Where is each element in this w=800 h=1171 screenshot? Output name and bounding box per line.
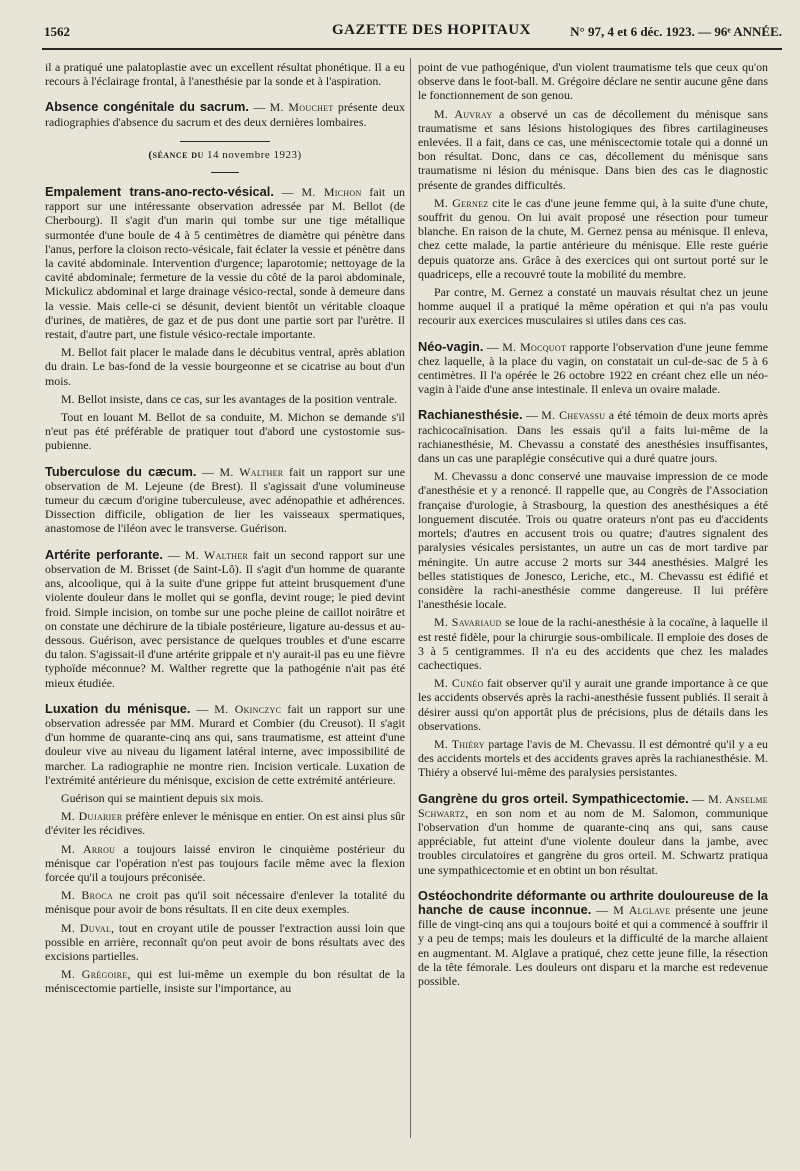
- author: M. Mocquot: [502, 339, 567, 354]
- paragraph-text: se loue de la rachi-anesthésie à la cocaïne, à laquelle il est resté fidèle, pour la chirurgie sous-ombilicale. Il emploie des doses de 3 à 5 centigrammes. Il n'a eu des accidents que chez les malades cachectiques.: [418, 615, 768, 672]
- article-title: Empalement trans-ano-recto-vésical.: [45, 184, 274, 200]
- article-osteochondrite: Ostéochondrite déformante ou arthrite douloureuse de la hanche de cause inconnue. — M Alglave présente une jeune fille de vingt-cinq ans qui a toujours boité et qui a commencé à souffrir il y a peu de temps; mais les douleurs et la difficulté de la marche allaient en augmentant. M. Alglave a pratiqué, chez cette jeune fille, la résection de la tête fémorale. Les douleurs ont disparu et la marche est redevenue possible.: [418, 887, 768, 988]
- paragraph: [418, 676, 768, 733]
- author: M. Thiéry: [434, 736, 485, 751]
- paragraph-text: a observé un cas de décollement du ménisque sans traumatisme et sans lésions histologiques des fibres cartilagineuses enlevées. Il a fait, dans ce cas, une méniscectomie totale qui a donné un bon résultat. Donc, dans ce cas, décollement du ménisque sans traumatisme ni lésion du ménisque. Dans bien des cas le diagnostic présente de grandes difficultés.: [418, 106, 768, 192]
- author: M. Chevassu: [541, 408, 606, 423]
- paragraph-text: partage l'avis de M. Chevassu. Il est démontré qu'il y a eu des accidents mortels et des accidents graves après la rachianesthésie. M. Thiéry a observé lui-même des paralysies persistantes.: [418, 736, 768, 780]
- paragraph: [45, 967, 405, 995]
- issue-info: N° 97, 4 et 6 déc. 1923. — 96ᵉ ANNÉE.: [570, 24, 782, 39]
- section-rule: [211, 172, 239, 173]
- author: M. Walther: [184, 547, 249, 562]
- author: M. Dujarier: [61, 809, 123, 824]
- article-neo-vagin: Néo-vagin. — M. Mocquot rapporte l'observation d'une jeune femme chez laquelle, à la place du vagin, on constatait un cul-de-sac de 5 à 6 centimètres. Il l'a opérée le 26 octobre 1922 en créant chez elle un néo-vagin à l'aide d'une anse intestinale. Il enleva un ovaire malade.: [418, 338, 768, 397]
- journal-title: GAZETTE DES HOPITAUX: [332, 22, 531, 38]
- section-rule: [180, 141, 270, 142]
- column-divider: [410, 58, 411, 1138]
- header-rule: [42, 48, 782, 50]
- paragraph-text: ne croit pas qu'il soit nécessaire d'enlever la totalité du ménisque pour avoir de bons résultats. Il en cite deux exemples.: [45, 888, 405, 917]
- article-title: Ostéochondrite déformante ou arthrite douloureuse de la hanche de cause inconnue.: [418, 887, 768, 917]
- paragraph: [45, 842, 405, 885]
- article-rachianesthesie: Rachianesthésie. — M. Chevassu a été témoin de deux morts après rachicocaïnisation. Dans les essais qu'il a faits lui-même de la rachianesthésie, M. Chevassu a constaté des anesthésies insuffisantes, dans un cas une paraplégie consécutive qui a duré quatre jours. M. Chevassu a donc conservé une mauvaise impression de ce mode d'anesthésie et y a renoncé. Il rappelle que, au Congrès de l'Association française d'urologie, à Strasbourg, la question des anesthésiques a été longuement discutée. Trois ou quatre orateurs n'ont pas eu d'accidents mortels; d'autres en accusent trois ou quatre; d'autres signalent des paralysies vésicales persistantes, un autre un cas de mort tardive par méningite. Un autre accuse 2 morts sur 344 anesthésies. Malgré les belles statistiques de Jonesco, Leriche, etc., M. Chevassu est édifié et considère la rachi-anesthésie comme dangereuse. Il lui préfère l'anesthésie locale. M. Savariaud se loue de la rachi-anesthésie à la cocaïne, à laquelle il est resté fidèle, pour la chirurgie sous-ombilicale. Il emploie des doses de 3 à 5 centigrammes. Il n'a eu des accidents que chez les malades cachectiques. M. Cunéo fait observer qu'il y aurait une grande importance à ce que les accidents observés après la rachi-anesthésie fussent publiés. Il serait à désirer aussi qu'on apportât plus de précisions, plus de détails dans les observations. M. Thiéry partage l'avis de M. Chevassu. Il est démontré qu'il y a eu des accidents mortels et des accidents graves après la rachianesthésie. M. Thiéry a observé lui-même des paralysies persistantes.: [418, 407, 768, 780]
- paragraph: Guérison qui se maintient depuis six mois.: [61, 790, 264, 805]
- article-text: rapporte l'observation d'une jeune femme chez laquelle, à la place du vagin, on constatait un cul-de-sac de 5 à 6 centimètres. Il l'a opérée le 26 octobre 1922 en créant chez elle un néo-vagin à l'aide d'une anse intestinale. Il enleva un ovaire malade.: [418, 339, 768, 397]
- author: M. Auvray: [434, 106, 493, 121]
- paragraph: point de vue pathogénique, d'un violent traumatisme tels que ceux qu'on observe dans le foot-ball. M. Grégoire déclare ne sentir aucune gêne dans le fonctionnement de son genou.: [418, 60, 768, 103]
- paragraph: M. Chevassu a donc conservé une mauvaise impression de ce mode d'anesthésie et y a renoncé. Il rappelle que, au Congrès de l'Association française d'urologie, à Strasbourg, la question des anesthésiques a été longuement discutée. Trois ou quatre orateurs n'ont pas eu d'accidents mortels; d'autres en accusent trois ou quatre; d'autres signalent des paralysies vésicales persistantes, un autre un cas de mort tardive par méningite. Un autre accuse 2 morts sur 344 anesthésies. Malgré les belles statistiques de Jonesco, Leriche, etc., M. Chevassu est édifié et considère la rachi-anesthésie comme dangereuse. Il lui préfère l'anesthésie locale.: [418, 469, 768, 612]
- article-title: Néo-vagin.: [418, 338, 484, 354]
- author: — M. Anselme Schwartz,: [418, 791, 768, 820]
- article-text: présente une jeune fille de vingt-cinq ans qui a toujours boité et qui a commencé à souffrir il y a peu de temps; mais les douleurs et la difficulté de la marche allaient en augmentant. M. Alglave a pratiqué, chez cette jeune fille, la résection de la tête fémorale. Les douleurs ont disparu et la marche est redevenue possible.: [418, 902, 768, 988]
- article-text: présente deux radiographies d'absence du sacrum et des deux dernières lombaires.: [45, 100, 405, 129]
- author: M. Cunéo: [434, 676, 484, 691]
- article-text: fait un rapport sur une intéressante observation adressée par M. Bellot (de Cherbourg). Il s'agit d'un marin qui tombe sur une tige métallique surmontée d'une boule de 4 à 5 centimètres de diamètre qui pénètre dans l'anus, perfore la cloison recto-vésicale, fait éclater la vessie et pénètre dans la cavité abdominale. Intervention d'urgence; laparotomie; nettoyage de la cavité abdominale; fermeture de la vessie du côté de la paroi abdominale, Mickulicz abdominal et large drainage vésico-rectal, sonde à demeure dans la vessie. Mais celle-ci se désunit, devient bientôt un véritable cloaque d'urines, de matières, de gaz et de pus dont une partie sort par l'urètre. Il restait, d'autre part, une fistule vésico-rectale importante.: [45, 185, 405, 342]
- article-title: Gangrène du gros orteil. Sympathicectomie.: [418, 790, 689, 806]
- paragraph: [418, 737, 768, 780]
- paragraph: Par contre, M. Gernez a constaté un mauvais résultat chez un jeune homme auquel il a pratiqué la même opération et qui n'a pas voulu recourir aux exercices musculaires si utiles dans ces cas.: [418, 285, 768, 328]
- author: M. Grégoire,: [61, 967, 131, 982]
- paragraph: [418, 196, 768, 281]
- paragraph: M. Bellot fait placer le malade dans le décubitus ventral, après ablation du drain. Le bas-fond de la vessie bourgeonne et se cicatrise au bout d'un mois.: [45, 345, 405, 388]
- article-title: Tuberculose du cæcum.: [45, 463, 197, 479]
- article-tuberculose: Tuberculose du cæcum. — M. Walther fait un rapport sur une observation de M. Lejeune (de Brest). Il s'agissait d'une volumineuse tumeur du cæcum d'origine tuberculeuse, avec adénopathie et adhérences. Dissection difficile, obligation de lier les vaisseaux spermatiques, anastomose de l'iléon avec le transverse. Guérison.: [45, 463, 406, 536]
- session-date: [45, 148, 405, 162]
- article-text: a été témoin de deux morts après rachicocaïnisation. Dans les essais qu'il a faits lui-même de la rachianesthésie, M. Chevassu a constaté des anesthésies insuffisantes, dans un cas une paraplégie consécutive qui a duré quatre jours.: [418, 408, 768, 466]
- article-title: Artérite perforante.: [45, 546, 163, 562]
- paragraph-text: fait observer qu'il y aurait une grande importance à ce que les accidents observés après la rachi-anesthésie fussent publiés. Il serait à désirer aussi qu'on apportât plus de précisions, plus de détails dans les observations.: [418, 676, 768, 733]
- paragraph-text: tout en croyant utile de pousser l'extraction aussi loin que possible en arrière, reconnaît qu'on peut avoir de bons résultats avec des excisions partielles.: [45, 920, 405, 963]
- page-number: 1562: [44, 24, 70, 39]
- author: M. Gernez: [434, 195, 489, 210]
- article-absence-sacrum: Absence congénitale du sacrum. — M. Mouchet présente deux radiographies d'absence du sacrum et des deux dernières lombaires.: [45, 99, 405, 129]
- author: M. Mouchet: [269, 100, 334, 115]
- article-luxation: Luxation du ménisque. — M. Okinczyc fait un rapport sur une observation adressée par MM. Murard et Combier (du Creusot). Il s'agit d'un homme de quarante-cinq ans qui, sans traumatisme, est atteint d'une douleur vive au niveau du ligament latéral interne, avec impossibilité de marcher. La radiographie ne montre rien. Incision verticale. Luxation de l'extrémité antérieure du ménisque, excision de cette extrémité antérieure. Guérison qui se maintient depuis six mois. M. Dujarier préfère enlever le ménisque en entier. On est ainsi plus sûr d'éviter les récidives. M. Arrou a toujours laissé environ le cinquième postérieur du ménisque car l'opération n'est pas toujours facile même avec la flexion forcée qu'il a toujours préconisée. M. Broca ne croit pas qu'il soit nécessaire d'enlever la totalité du ménisque pour avoir de bons résultats. Il en cite deux exemples. M. Duval, tout en croyant utile de pousser l'extraction aussi loin que possible en arrière, reconnaît qu'on peut avoir de bons résultats avec des excisions partielles. M. Grégoire, qui est lui-même un exemple du bon résultat de la méniscectomie partielle, insiste sur l'importance, au: [45, 700, 406, 996]
- paragraph-text: préfère enlever le ménisque en entier. On est ainsi plus sûr d'éviter les récidives.: [45, 809, 405, 838]
- author: M. Michon: [301, 185, 362, 200]
- right-column: [418, 60, 768, 992]
- paragraph: [418, 107, 768, 192]
- paragraph: [45, 809, 405, 837]
- author: M. Savariaud: [434, 615, 502, 630]
- article-text: en son nom et au nom de M. Salomon, communique l'observation d'un homme de quarante-cinq ans qui, sans cause appréciable, fut atteint d'une violente douleur dans la jambe, avec troubles circulatoires et gangrène du gros orteil. M. Schwartz pratiqua une sympathicectomie et en obtint un bon résultat.: [418, 805, 768, 877]
- article-arterite: Artérite perforante. — M. Walther fait un second rapport sur une observation de M. Brisset (de Saint-Lô). Il s'agit d'un homme de quarante ans, alcoolique, qui à la suite d'une grippe fut atteint brusquement d'une violente douleur dans le mollet qui se gonfla, devint rouge; le pied devint froid. Simple incision, on tombe sur une poche pleine de caillot noirâtre et on constate une déchirure de la tibiale postérieure, ligature au-dessus et au-dessous. Guérison, avec persistance de quelques troubles et d'une escarre du talon. S'agissait-il d'une artérite grippale et n'y aurait-il pas eu une fièvre typhoïde méconnue? M. Walther regrette que la pathogénie n'ait pas été mieux étudiée.: [45, 546, 405, 690]
- article-empalement: Empalement trans-ano-recto-vésical. — M. Michon fait un rapport sur une intéressante observation adressée par M. Bellot (de Cherbourg). Il s'agit d'un marin qui tombe sur une tige métallique surmontée d'une boule de 4 à 5 centimètres de diamètre qui pénètre dans l'anus, perfore la cloison recto-vésicale, fait éclater la vessie et pénètre dans la cavité abdominale. Intervention d'urgence; laparotomie; nettoyage de la cavité abdominale; fermeture de la vessie du côté de la paroi abdominale, Mickulicz abdominal et large drainage vésico-rectal, sonde à demeure dans la vessie. Mais celle-ci se désunit, devient bientôt un véritable cloaque d'urines, de matières, de gaz et de pus dont une partie sort par l'urètre. Il restait, d'autre part, une fistule vésico-rectale importante. M. Bellot fait placer le malade dans le décubitus ventral, après ablation du drain. Le bas-fond de la vessie bourgeonne et se cicatrise au bout d'un mois. M. Bellot insiste, dans ce cas, sur les avantages de la position ventrale. Tout en louant M. Bellot de sa conduite, M. Michon se demande s'il n'eut pas été préférable de pratiquer tout d'abord une cystostomie sus-pubienne.: [45, 184, 405, 453]
- author: M. Walther: [219, 464, 284, 479]
- paragraph: [45, 888, 405, 916]
- paragraph: [45, 921, 405, 964]
- paragraph: Tout en louant M. Bellot de sa conduite, M. Michon se demande s'il n'eut pas été préférable de pratiquer tout d'abord une cystostomie sus-pubienne.: [45, 410, 405, 453]
- article-gangrene: [418, 792, 768, 877]
- session-label: (séance du: [148, 148, 204, 161]
- left-column: [45, 60, 405, 1000]
- page-header: [42, 22, 782, 44]
- session-date-text: 14 novembre 1923): [207, 148, 302, 161]
- article-title: Rachianesthésie.: [418, 407, 523, 423]
- article-text: fait un rapport sur une observation adressée par MM. Murard et Combier (du Creusot). Il s'agit d'un homme de quarante-cinq ans qui, sans traumatisme, est atteint d'une douleur vive au niveau du ligament latéral interne, avec impossibilité de marcher. La radiographie ne montre rien. Incision verticale. Luxation de l'extrémité antérieure du ménisque, excision de cette extrémité antérieure.: [45, 701, 405, 787]
- paragraph: il a pratiqué une palatoplastie avec un excellent résultat phonétique. Il a eu recours à l'éclairage frontal, à l'anesthésie par la sonde et à l'aspiration.: [45, 60, 405, 89]
- paragraph: [418, 615, 768, 672]
- article-title: Absence congénitale du sacrum.: [45, 99, 249, 115]
- author: M. Duval,: [61, 920, 115, 935]
- paragraph-text: qui est lui-même un exemple du bon résultat de la méniscectomie partielle, insiste sur l'importance, au: [45, 967, 405, 996]
- author: M Alglave: [613, 902, 671, 917]
- paragraph: M. Bellot insiste, dans ce cas, sur les avantages de la position ventrale.: [61, 391, 398, 406]
- paragraph-text: a toujours laissé environ le cinquième postérieur du ménisque car l'opération n'est pas toujours facile même avec la flexion forcée qu'il a toujours préconisée.: [45, 841, 406, 884]
- article-text: fait un second rapport sur une observation de M. Brisset (de Saint-Lô). Il s'agit d'un homme de quarante ans, alcoolique, qui à la suite d'une grippe fut atteint brusquement d'une violente douleur dans le mollet qui se gonfla, devint rouge; le pied devint froid. Simple incision, on tombe sur une poche pleine de caillot noirâtre et on constate une déchirure de la tibiale postérieure, ligature au-dessus et au-dessous. Guérison, avec persistance de quelques troubles et d'une escarre du talon. S'agissait-il d'une artérite grippale et n'y aurait-il pas eu une fièvre typhoïde méconnue? M. Walther regrette que la pathogénie n'ait pas été mieux étudiée.: [45, 547, 405, 690]
- article-title: Luxation du ménisque.: [45, 700, 191, 716]
- author: M. Arrou: [61, 841, 116, 856]
- article-text: fait un rapport sur une observation de M. Lejeune (de Brest). Il s'agissait d'une volumineuse tumeur du cæcum d'origine tuberculeuse, avec adénopathie et adhérences. Dissection difficile, obligation de lier les vaisseaux spermatiques, anastomose de l'iléon avec le transverse. Guérison.: [45, 464, 406, 536]
- paragraph-text: cite le cas d'une jeune femme qui, à la suite d'une chute, souffrit du genou. On lui avait proposé une résection pour tumeur blanche. En raison de la chute, M. Gernez pensa au ménisque. Il enleva, chez cette malade, la partie antérieure du ménisque. Elle reste guérie depuis quatorze ans. Grâce à des exercices qui ont surtout porté sur le quadriceps, elle a recouvré toute la mobilité du membre.: [418, 195, 768, 281]
- author: M. Broca: [61, 888, 114, 903]
- author: M. Okinczyc: [214, 701, 282, 716]
